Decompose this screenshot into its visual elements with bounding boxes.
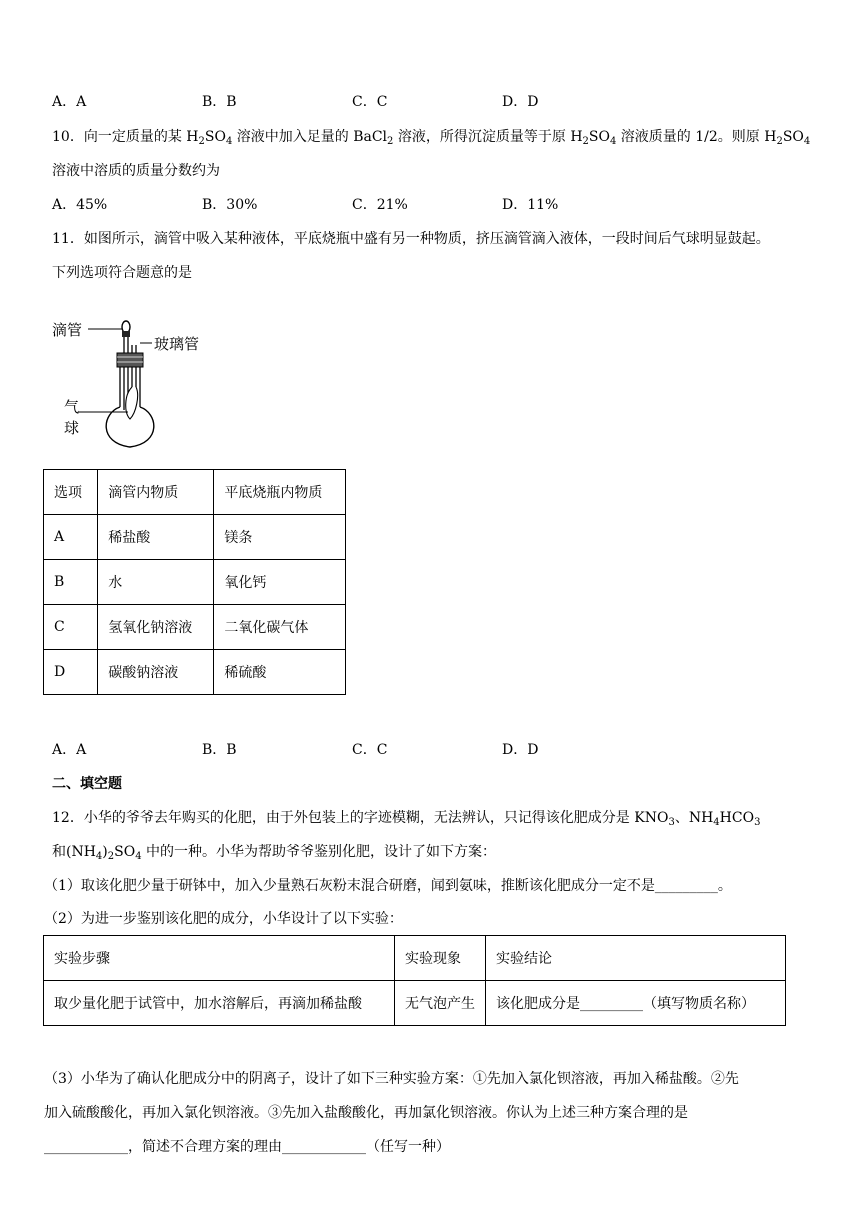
q12-stem-line1: 12．小华的爷爷去年购买的化肥，由于外包装上的字迹模糊，无法辨认，只记得该化肥成分是 $KNO_3$、$NH_4HCO_3$: [52, 810, 761, 828]
q12-sub3-line3: ____________，简述不合理方案的理由____________（任写一种）: [44, 1139, 450, 1155]
table-cell: 该化肥成分是_________（填写物质名称）: [486, 981, 786, 1026]
q9-option-b[interactable]: B．B: [202, 94, 237, 110]
q10-option-a[interactable]: A．45%: [52, 197, 108, 213]
table-row: [44, 560, 346, 605]
table-cell: 水: [98, 560, 214, 605]
q10-stem-line2: 溶液中溶质的质量分数约为: [52, 163, 220, 179]
table-row: [44, 515, 346, 560]
q11-options-table: [43, 469, 346, 695]
table-header-cell: 实验现象: [395, 936, 486, 981]
q9-option-a[interactable]: A．A: [52, 94, 87, 110]
table-header-cell: 选项: [44, 470, 98, 515]
table-header-cell: 滴管内物质: [98, 470, 214, 515]
apparatus-figure: [50, 315, 220, 455]
q9-option-d[interactable]: D．D: [502, 94, 539, 110]
q12-sub1: （1）取该化肥少量于研钵中，加入少量熟石灰粉末混合研磨，闻到氨味，推断该化肥成分一定不是_________。: [44, 878, 732, 894]
table-row: [44, 981, 786, 1026]
q12-sub3-line2: 加入硫酸酸化，再加入氯化钡溶液。③先加入盐酸酸化，再加氯化钡溶液。你认为上述三种方案合理的是: [44, 1105, 688, 1121]
label-balloon-2: 球: [64, 419, 80, 437]
table-header-cell: 实验步骤: [44, 936, 395, 981]
label-dropper: 滴管: [52, 321, 83, 339]
table-cell: A: [44, 515, 98, 560]
q11-stem-line2: 下列选项符合题意的是: [52, 265, 192, 281]
table-cell: 碳酸钠溶液: [98, 650, 214, 695]
q11-stem-line1: 11．如图所示，滴管中吸入某种液体，平底烧瓶中盛有另一种物质，挤压滴管滴入液体，一段时间后气球明显鼓起。: [52, 231, 770, 247]
table-cell: 氧化钙: [214, 560, 346, 605]
label-balloon-1: 气: [64, 398, 80, 416]
table-header-row: [44, 936, 786, 981]
table-cell: D: [44, 650, 98, 695]
q10-stem-line1: 10．向一定质量的某 $H_2SO_4$ 溶液中加入足量的 BaCl$_2$ 溶液，所得沉淀质量等于原 $H_2SO_4$ 溶液质量的 1/2。则原 $H_2SO_4$: [52, 129, 811, 147]
q12-stem-line2: 和$(NH_4)_2SO_4$ 中的一种。小华为帮助爷爷鉴别化肥，设计了如下方案：: [52, 844, 497, 862]
table-cell: C: [44, 605, 98, 650]
q9-option-c[interactable]: C．C: [352, 94, 388, 110]
table-cell: 稀盐酸: [98, 515, 214, 560]
table-row: [44, 650, 346, 695]
q11-option-c[interactable]: C．C: [352, 742, 388, 758]
q9-options: [52, 92, 812, 112]
q10-option-c[interactable]: C．21%: [352, 197, 408, 213]
table-cell: 镁条: [214, 515, 346, 560]
q11-option-a[interactable]: A．A: [52, 742, 87, 758]
q11-option-d[interactable]: D．D: [502, 742, 539, 758]
section-title: 二、填空题: [52, 776, 122, 792]
q11-options: [52, 740, 812, 760]
table-header-row: [44, 470, 346, 515]
q10-option-d[interactable]: D．11%: [502, 197, 559, 213]
q10-option-b[interactable]: B．30%: [202, 197, 258, 213]
q12-experiment-table: [43, 935, 786, 1026]
table-cell: 氢氧化钠溶液: [98, 605, 214, 650]
q12-sub2: （2）为进一步鉴别该化肥的成分，小华设计了以下实验：: [44, 911, 403, 927]
table-header-cell: 平底烧瓶内物质: [214, 470, 346, 515]
label-glass-tube: 玻璃管: [154, 335, 200, 353]
q10-options: [52, 195, 812, 215]
table-cell: 稀硫酸: [214, 650, 346, 695]
table-cell: 二氧化碳气体: [214, 605, 346, 650]
table-cell: 无气泡产生: [395, 981, 486, 1026]
table-cell: B: [44, 560, 98, 605]
table-row: [44, 605, 346, 650]
table-cell: 取少量化肥于试管中，加水溶解后，再滴加稀盐酸: [44, 981, 395, 1026]
table-header-cell: 实验结论: [486, 936, 786, 981]
q11-option-b[interactable]: B．B: [202, 742, 237, 758]
q12-sub3-line1: （3）小华为了确认化肥成分中的阴离子，设计了如下三种实验方案：①先加入氯化钡溶液，再加入稀盐酸。②先: [44, 1071, 739, 1087]
